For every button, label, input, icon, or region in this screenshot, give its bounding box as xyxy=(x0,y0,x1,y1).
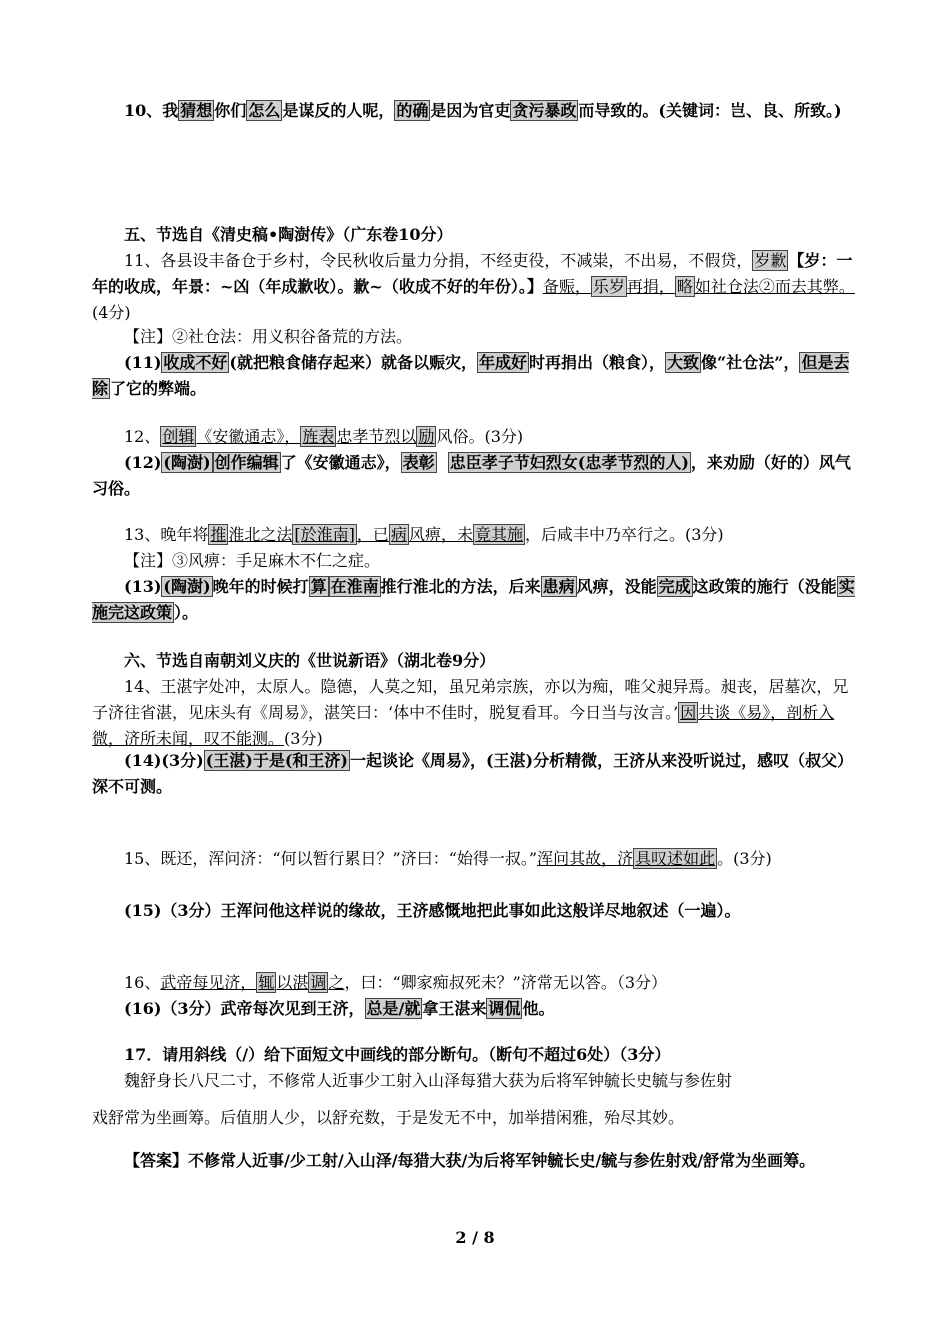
q17-passage-line1: 魏舒身长八尺二寸，不修常人近事少工射入山泽每猎大获为后将军钟毓长史毓与参佐射 xyxy=(124,1071,733,1090)
q17-passage-line2: 戏舒常为坐画筹。后值朋人少，以舒充数，于是发无不中，加举措闲雅，殆尽其妙。 xyxy=(92,1108,685,1127)
page-number: 2 / 8 xyxy=(455,1228,495,1247)
q13-text: 13、晚年将 推 淮北之法 [於淮南] ，已 病 风痹，未 竟其施 ，后咸丰中乃卒行之。(3分) xyxy=(124,525,724,544)
q12-answer: (12) (陶澍) 创作编辑 了《安徽通志》， 表彰 忠臣孝子节妇烈女(忠孝节烈的人) ，来劝励（好的）风气习俗。 xyxy=(92,453,851,498)
section-6-title: 六、节选自南朝刘义庆的《世说新语》（湖北卷9分） xyxy=(124,651,496,670)
q16-answer: (16)（3分）武帝每次见到王济， 总是/就 拿王湛来 调侃 他。 xyxy=(124,999,555,1018)
q15-answer: (15)（3分）王浑问他这样说的缘故，王济感慨地把此事如此这般详尽地叙述（一遍）。 xyxy=(124,901,741,920)
q11-note: 【注】②社仓法：用义积谷备荒的方法。 xyxy=(124,327,413,346)
q12-text: 12、 创辑 《安徽通志》， 旌表 忠孝节烈以 励 风俗。(3分) xyxy=(124,427,524,446)
q11-answer: (11) 收成不好 (就把粮食储存起来）就备以赈灾， 年成好 时再捐出（粮食）， 大致 像“社仓法”， 但是去除 了它的弊端。 xyxy=(92,353,850,398)
q11-text: 11、各县设丰备仓于乡村，令民秋收后量力分捐，不经吏役，不减粜，不出易，不假贷， 岁歉 【岁：一年的收成，年景：~凶（年成歉收）。歉~（收成不好的年份）。】备赈， 乐岁 再捐， 略 如社仓法②而去其弊。(4分) xyxy=(92,251,855,322)
q17-title: 17．请用斜线（/）给下面短文中画线的部分断句。（断句不超过6处）（3分） xyxy=(124,1045,671,1064)
q10-answer: 10、我 猜想 你们 怎么 是谋反的人呢， 的确 是因为官吏 贪污暴政 而导致的。(关键词：岂、良、所致。) xyxy=(124,101,842,120)
q16-text: 16、武帝每见济， 辄 以湛 调 之，曰：“卿家痴叔死未？”济常无以答。（3分） xyxy=(124,973,667,992)
q15-text: 15、既还，浑问济：“何以暂行累日？”济曰：“始得一叔。”浑问其故，济 具叹述如此 。(3分) xyxy=(124,849,772,868)
q14-text: 14、王湛字处冲，太原人。隐德，人莫之知，虽兄弟宗族，亦以为痴，唯父昶异焉。昶丧，居墓次，兄子济往省湛，见床头有《周易》，湛笑曰：‘体中不佳时，脱复看耳。今日当与汝言。’ 因 共谈《易》，剖析入微，济所未闻，叹不能测。(3分) xyxy=(92,677,849,748)
section-5-title: 五、节选自《清史稿•陶澍传》（广东卷10分） xyxy=(124,225,453,244)
q13-note: 【注】③风痹：手足麻木不仁之症。 xyxy=(124,551,381,570)
q17-answer: 【答案】不修常人近事/少工射/入山泽/每猎大获/为后将军钟毓长史/毓与参佐射戏/舒常为坐画筹。 xyxy=(124,1151,816,1170)
q13-answer: (13) (陶澍) 晚年的时候打 算 在淮南 推行淮北的方法，后来 患病 风痹，没能 完成 这政策的施行（没能 实施完这政策 ）。 xyxy=(92,577,855,622)
q14-answer: (14)(3分) (王湛)于是(和王济) 一起谈论《周易》，(王湛)分析精微，王济从来没听说过，感叹（叔父）深不可测。 xyxy=(92,751,854,796)
